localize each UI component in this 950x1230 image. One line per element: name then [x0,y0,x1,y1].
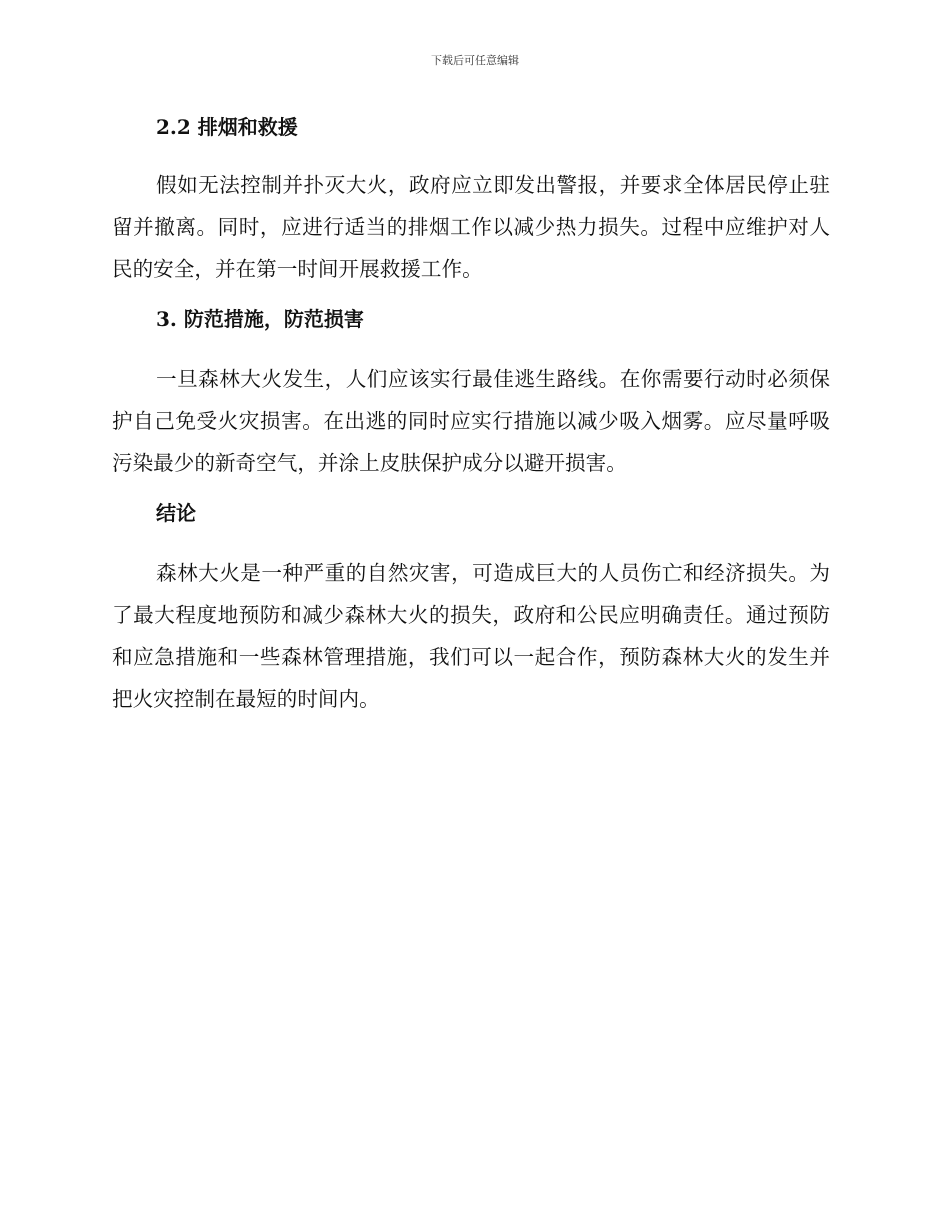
section-paragraph-prevention: 一旦森林大火发生，人们应该实行最佳逃生路线。在你需要行动时必须保护自己免受火灾损害。在出逃的同时应实行措施以减少吸入烟雾。应尽量呼吸污染最少的新奇空气，并涂上皮肤保护成分以避开损害。 [112,367,830,475]
section-paragraph-smoke-rescue: 假如无法控制并扑灭大火，政府应立即发出警报，并要求全体居民停止驻留并撤离。同时，应进行适当的排烟工作以减少热力损失。过程中应维护对人民的安全，并在第一时间开展救援工作。 [112,173,830,281]
section-heading-smoke-rescue: 2.2 排烟和救援 [156,115,298,139]
section-heading-conclusion: 结论 [156,501,196,525]
document-body [112,112,830,720]
page-header: 下载后可任意编辑 [431,54,519,67]
section-heading-prevention: 3. 防范措施，防范损害 [156,307,364,331]
section-paragraph-conclusion: 森林大火是一种严重的自然灾害，可造成巨大的人员伤亡和经济损失。为了最大程度地预防和减少森林大火的损失，政府和公民应明确责任。通过预防和应急措施和一些森林管理措施，我们可以一起合作，预防森林大火的发生并把火灾控制在最短的时间内。 [112,561,830,711]
